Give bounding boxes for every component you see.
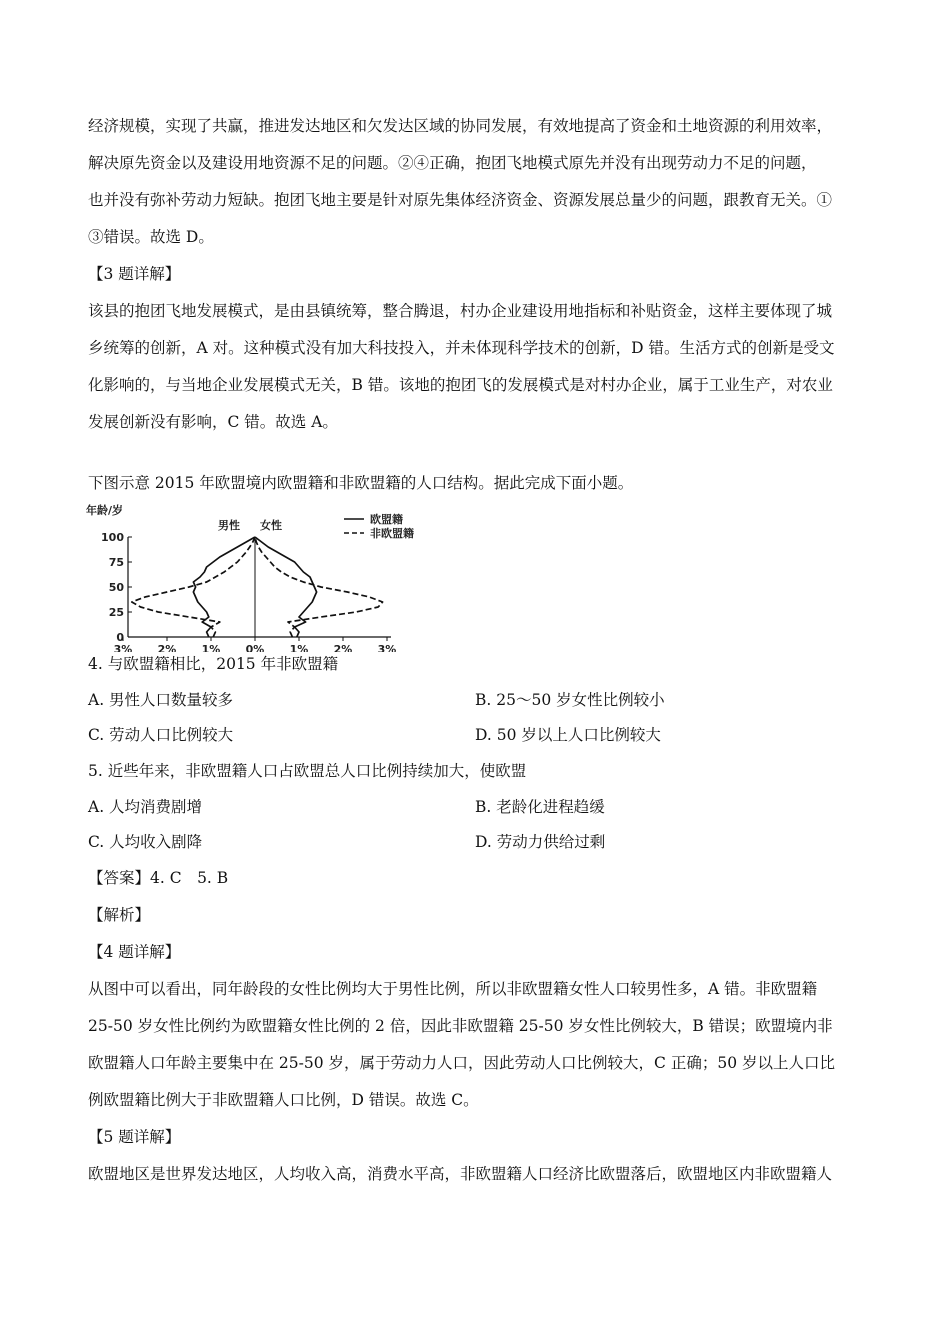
x-tick-label: 0% xyxy=(245,643,265,652)
y-axis-label: 年龄/岁 xyxy=(86,504,124,517)
q4-option-b[interactable]: B. 25～50 岁女性比例较小 xyxy=(475,691,665,709)
x-tick-label: 1% xyxy=(289,643,309,652)
x-tick-label: 2% xyxy=(157,643,177,652)
q4-option-a[interactable]: A. 男性人口数量较多 xyxy=(88,691,234,709)
paragraph-line: 25-50 岁女性比例约为欧盟籍女性比例的 2 倍，因此非欧盟籍 25-50 岁女性比例较大，B 错误；欧盟境内非 xyxy=(88,1017,833,1035)
x-tick-label: 3% xyxy=(377,643,397,652)
analysis-heading: 【解析】 xyxy=(88,906,151,924)
q4-option-c[interactable]: C. 劳动人口比例较大 xyxy=(88,726,234,744)
q5-stem: 5. 近些年来，非欧盟籍人口占欧盟总人口比例持续加大，使欧盟 xyxy=(88,762,527,780)
q5-option-d[interactable]: D. 劳动力供给过剩 xyxy=(475,833,606,851)
q4-option-d[interactable]: D. 50 岁以上人口比例较大 xyxy=(475,726,661,744)
female-label: 女性 xyxy=(260,519,282,532)
paragraph-line: 该县的抱团飞地发展模式，是由县镇统筹，整合腾退，村办企业建设用地指标和补贴资金，这样主要体现了城 xyxy=(88,302,833,320)
q5-heading: 【5 题详解】 xyxy=(88,1128,181,1146)
answer-line: 【答案】4. C 5. B xyxy=(88,869,229,887)
y-tick-label: 0 xyxy=(116,631,124,644)
x-tick-label: 1% xyxy=(201,643,221,652)
paragraph-line: 经济规模，实现了共赢，推进发达地区和欠发达区域的协同发展，有效地提高了资金和土地资源的利用效率， xyxy=(88,117,833,135)
q5-option-c[interactable]: C. 人均收入剧降 xyxy=(88,833,203,851)
q3-heading: 【3 题详解】 xyxy=(88,265,181,283)
q5-option-b[interactable]: B. 老龄化进程趋缓 xyxy=(475,798,605,816)
eu-female-line xyxy=(255,537,317,637)
legend-entry-eu: 欧盟籍 xyxy=(370,513,403,526)
paragraph-line: 解决原先资金以及建设用地资源不足的问题。②④正确，抱团飞地模式原先并没有出现劳动力不足的问题， xyxy=(88,154,817,172)
q4-stem: 4. 与欧盟籍相比，2015 年非欧盟籍 xyxy=(88,655,339,673)
paragraph-line: 欧盟籍人口年龄主要集中在 25-50 岁，属于劳动力人口，因此劳动人口比例较大，C 正确；50 岁以上人口比 xyxy=(88,1054,835,1072)
x-tick-label: 2% xyxy=(333,643,353,652)
population-pyramid-chart xyxy=(88,502,448,652)
chart-svg xyxy=(84,502,444,652)
eu-male-line xyxy=(193,537,255,637)
paragraph-line: 发展创新没有影响，C 错。故选 A。 xyxy=(88,413,338,431)
y-tick-label: 100 xyxy=(101,531,124,544)
x-tick-label: 3% xyxy=(113,643,133,652)
paragraph-line: ③错误。故选 D。 xyxy=(88,228,214,246)
intro-text: 下图示意 2015 年欧盟境内欧盟籍和非欧盟籍的人口结构。据此完成下面小题。 xyxy=(88,474,634,492)
q5-options-row-1 xyxy=(88,790,863,825)
y-tick-label: 25 xyxy=(108,606,124,619)
non-eu-female-line xyxy=(255,537,383,637)
paragraph-line: 例欧盟籍比例大于非欧盟籍人口比例，D 错误。故选 C。 xyxy=(88,1091,479,1109)
q4-options-row-1 xyxy=(88,683,863,718)
paragraph-line: 乡统筹的创新，A 对。这种模式没有加大科技投入，并未体现科学技术的创新，D 错。生活方式的创新是受文 xyxy=(88,339,835,357)
paragraph-line: 欧盟地区是世界发达地区，人均收入高，消费水平高，非欧盟籍人口经济比欧盟落后，欧盟地区内非欧盟籍人 xyxy=(88,1165,833,1183)
paragraph-line: 化影响的，与当地企业发展模式无关，B 错。该地的抱团飞的发展模式是对村办企业，属于工业生产，对农业 xyxy=(88,376,833,394)
document-page xyxy=(88,108,863,1193)
male-label: 男性 xyxy=(218,519,240,532)
legend-entry-non-eu: 非欧盟籍 xyxy=(370,527,414,540)
non-eu-male-line xyxy=(132,537,255,637)
y-tick-label: 50 xyxy=(108,581,124,594)
q4-options-row-2 xyxy=(88,718,863,753)
q5-options-row-2 xyxy=(88,825,863,860)
paragraph-line: 也并没有弥补劳动力短缺。抱团飞地主要是针对原先集体经济资金、资源发展总量少的问题，跟教育无关。① xyxy=(88,191,833,209)
paragraph-line: 从图中可以看出，同年龄段的女性比例均大于男性比例，所以非欧盟籍女性人口较男性多，A 错。非欧盟籍 xyxy=(88,980,818,998)
y-tick-label: 75 xyxy=(108,556,124,569)
q4-heading: 【4 题详解】 xyxy=(88,943,181,961)
q5-option-a[interactable]: A. 人均消费剧增 xyxy=(88,798,203,816)
